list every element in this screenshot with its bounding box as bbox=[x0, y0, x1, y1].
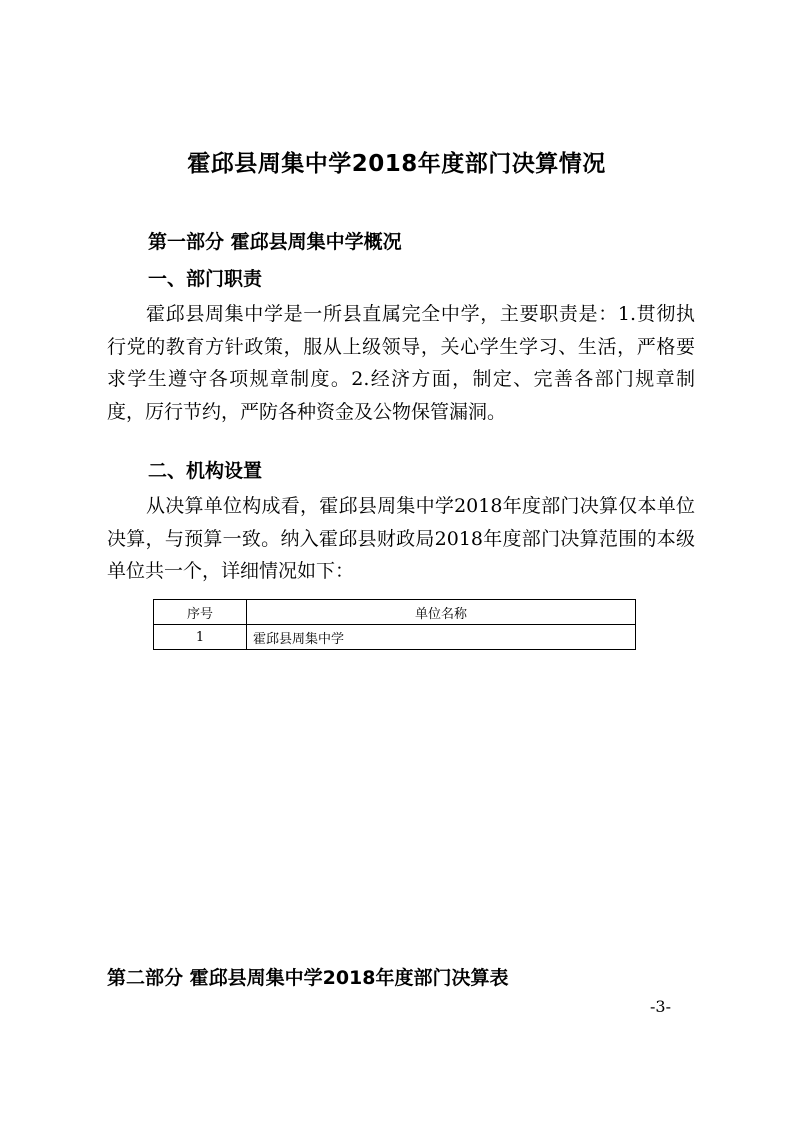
table-header-row bbox=[154, 600, 636, 625]
table-row bbox=[154, 625, 636, 650]
part2-heading: 第二部分 霍邱县周集中学2018年度部门决算表 bbox=[107, 967, 509, 989]
table-header-unit-name: 单位名称 bbox=[247, 600, 636, 625]
table-cell-unit-name: 霍邱县周集中学 bbox=[247, 625, 636, 650]
section2-body: 从决算单位构成看，霍邱县周集中学2018年度部门决算仅本单位决算，与预算一致。纳入霍邱县财政局2018年度部门决算范围的本级单位共一个，详细情况如下： bbox=[107, 495, 695, 582]
section1-heading: 一、部门职责 bbox=[148, 268, 263, 290]
table-cell-index: 1 bbox=[154, 625, 247, 650]
page-number: -3- bbox=[650, 997, 671, 1016]
part1-heading: 第一部分 霍邱县周集中学概况 bbox=[148, 231, 402, 253]
page-title: 霍邱县周集中学2018年度部门决算情况 bbox=[187, 151, 606, 177]
section1-body: 霍邱县周集中学是一所县直属完全中学，主要职责是：1.贯彻执行党的教育方针政策，服从上级领导，关心学生学习、生活，严格要求学生遵守各项规章制度。2.经济方面，制定、完善各部门规章制度，厉行节约，严防各种资金及公物保管漏洞。 bbox=[107, 303, 695, 423]
unit-table bbox=[153, 599, 636, 650]
section2-heading: 二、机构设置 bbox=[148, 460, 263, 482]
table-header-index: 序号 bbox=[154, 600, 247, 625]
